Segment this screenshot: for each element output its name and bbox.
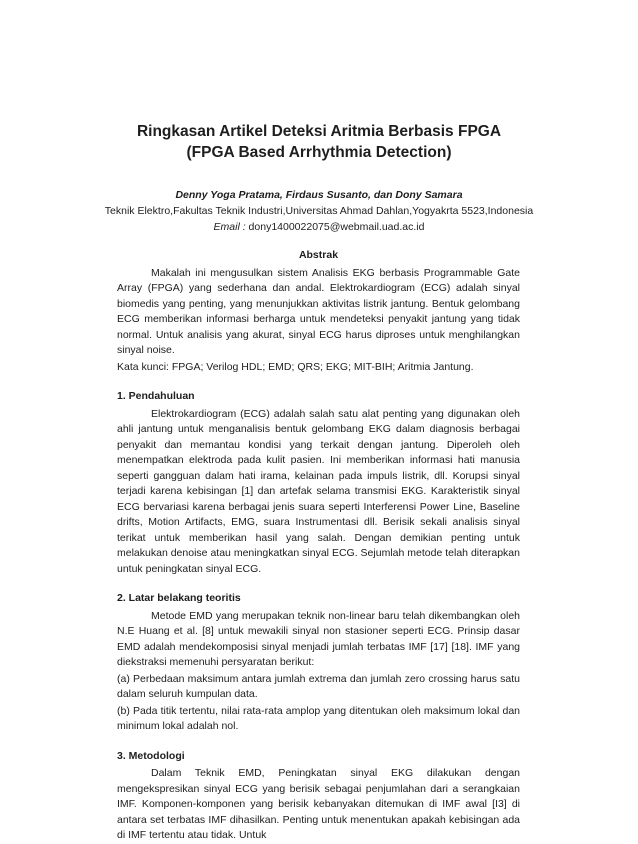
section-2-item-b: (b) Pada titik tertentu, nilai rata-rata amplop yang ditentukan oleh maksimum lokal dan minimum lokal adalah nol. [117,704,520,732]
abstract-text: Makalah ini mengusulkan sistem Analisis EKG berbasis Programmable Gate Array (FPGA) yang sederhana dan andal. Elektrokardiogram (ECG) adalah sinyal biomedis yang penting, yang menunjukkan aktivitas listrik jantung. Bentuk gelombang ECG memberikan informasi berharga untuk mendeteksi penyakit jantung yang tidak normal. Untuk analisis yang akurat, sinyal ECG harus diproses untuk menghilangkan sinyal noise. [117,266,520,356]
paper-body [117,248,520,844]
title-line-2: (FPGA Based Arrhythmia Detection) [186,144,452,161]
keywords: Kata kunci: FPGA; Verilog HDL; EMD; QRS; EKG; MIT-BIH; Aritmia Jantung. [117,360,474,373]
section-1-text: Elektrokardiogram (ECG) adalah salah satu alat penting yang digunakan oleh ahli jantung untuk menganalisis bentuk gelombang EKG dalam diagnosis berbagai penyakit dan memantau kondisi yang terkait dengan jantung. Diperoleh oleh menempatkan elektroda pada kulit pasien. Ini memberikan informasi hati manusia seperti gangguan dalam hati irama, kelainan pada impuls listrik, dll. Korupsi sinyal terjadi karena kebisingan [1] dan artefak selama transmisi EKG. Karakteristik sinyal ECG bervariasi karena berbagai jenis suara seperti Interferensi Power Line, Baseline drifts, Motion Artifacts, EMG, suara Instrumentasi dll. Berisik sekali analisis sinyal terikat untuk memberikan hasil yang salah. Dengan demikian penting untuk melakukan denoise atau meningkatkan sinyal ECG. Sejumlah metode telah diterapkan untuk peningkatan sinyal ECG. [117,407,520,575]
author-names: Denny Yoga Pratama, Firdaus Susanto, dan Dony Samara [175,189,463,201]
title-line-1: Ringkasan Artikel Deteksi Aritmia Berbasis FPGA [136,123,502,140]
section-3-heading: 3. Metodologi [117,749,185,762]
section-2-item-a: (a) Perbedaan maksimum antara jumlah extrema dan jumlah zero crossing harus satu dalam seluruh kumpulan data. [117,672,520,700]
abstract-heading: Abstrak [298,249,339,261]
section-2-heading: 2. Latar belakang teoritis [117,592,241,604]
section-3-text: Dalam Teknik EMD, Peningkatan sinyal EKG dilakukan dengan mengekspresikan sinyal ECG yang berisik sebagai penjumlahan dari a serangkaian IMF. Komponen-komponen yang berisik kebanyakan ditemukan di IMF awal [I3] di antara set terbatas IMF dihasilkan. Penting untuk menentukan apakah kebisingan ada di IMF tertentu atau tidak. Untuk [117,767,520,841]
author-email-line [0,219,638,235]
author-affiliation: Teknik Elektro,Fakultas Teknik Industri,Universitas Ahmad Dahlan,Yogyakrta 5523,Indonesia [104,205,534,217]
email-address: dony1400022075@webmail.uad.ac.id [245,221,425,233]
email-label: Email : [213,221,246,233]
author-block [0,187,638,235]
paper-title [0,121,638,163]
section-1-heading: 1. Pendahuluan [117,390,195,402]
section-2-text: Metode EMD yang merupakan teknik non-linear baru telah dikembangkan oleh N.E Huang et al. [8] untuk mewakili sinyal non stasioner seperti ECG. Prinsip dasar EMD adalah mendekomposisi sinyal menjadi jumlah terbatas IMF [17] [18]. IMF yang diekstraksi memenuhi persyaratan berikut: [117,609,520,668]
